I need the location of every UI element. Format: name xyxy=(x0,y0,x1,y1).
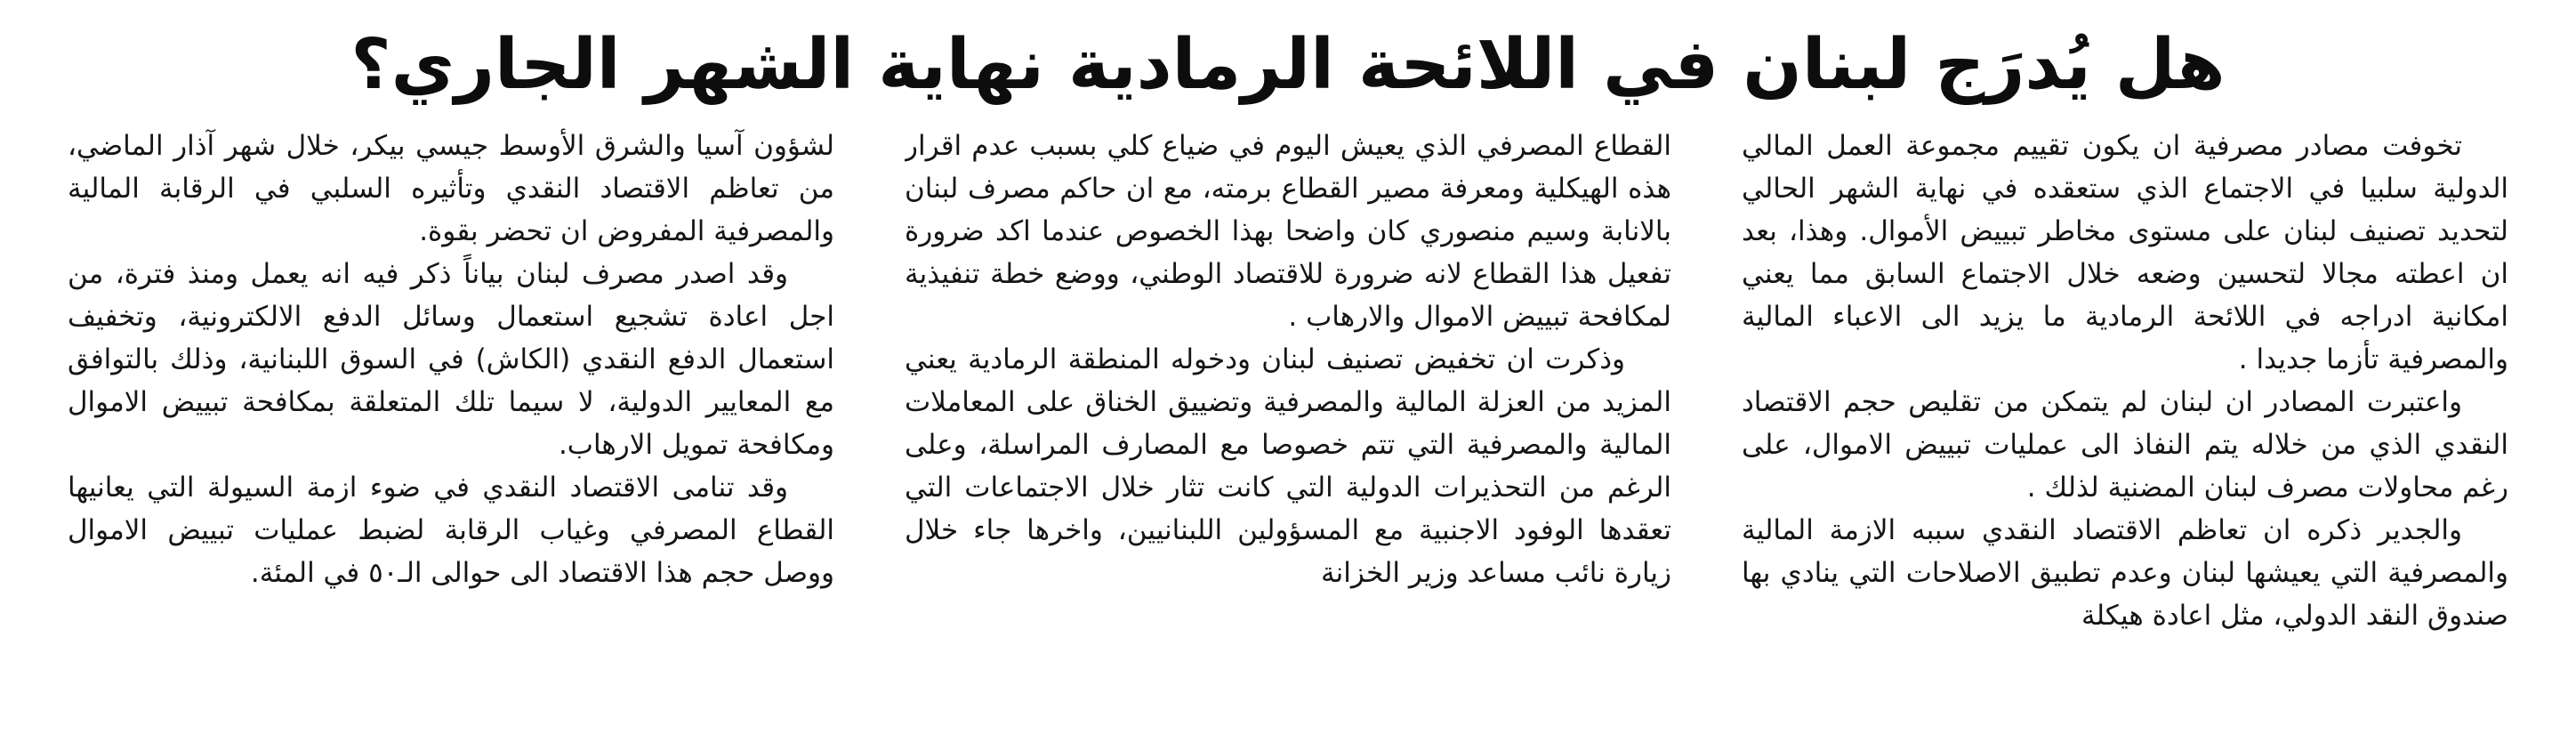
article-paragraph: القطاع المصرفي الذي يعيش اليوم في ضياع كلي بسبب عدم اقرار هذه الهيكلية ومعرفة مصير القطاع برمته، مع ان حاكم مصرف لبنان بالانابة وسيم منصوري كان واضحا بهذا الخصوص عندما اكد ضرورة تفعيل هذا القطاع لانه ضرورة للاقتصاد الوطني، ووضع خطة تنفيذية لمكافحة تبييض الاموال والارهاب . xyxy=(905,130,1671,333)
article-paragraph: والجدير ذكره ان تعاظم الاقتصاد النقدي سببه الازمة المالية والمصرفية التي يعيشها لبنان وعدم تطبيق الاصلاحات التي ينادي بها صندوق النقد الدولي، مثل اعادة هيكلة xyxy=(1742,514,2508,632)
article-column-2 xyxy=(905,125,1671,712)
article-paragraph: واعتبرت المصادر ان لبنان لم يتمكن من تقليص حجم الاقتصاد النقدي الذي من خلاله يتم النفاذ الى عمليات تبييض الاموال، على رغم محاولات مصرف لبنان المضنية لذلك . xyxy=(1742,386,2508,504)
article-body xyxy=(68,125,2508,712)
article-column-3 xyxy=(68,125,834,712)
article-paragraph: لشؤون آسيا والشرق الأوسط جيسي بيكر، خلال شهر آذار الماضي، من تعاظم الاقتصاد النقدي وتأثيره السلبي في الرقابة المالية والمصرفية المفروض ان تحضر بقوة. xyxy=(68,130,834,247)
article-headline: هل يُدرَج لبنان في اللائحة الرمادية نهاية الشهر الجاري؟ xyxy=(350,25,2226,105)
article-paragraph: وقد تنامى الاقتصاد النقدي في ضوء ازمة السيولة التي يعانيها القطاع المصرفي وغياب الرقابة لضبط عمليات تبييض الاموال ووصل حجم هذا الاقتصاد الى حوالى الـ٥٠ في المئة. xyxy=(68,472,834,589)
article-paragraph: وذكرت ان تخفيض تصنيف لبنان ودخوله المنطقة الرمادية يعني المزيد من العزلة المالية والمصرفية وتضييق الخناق على المعاملات المالية والمصرفية التي تتم خصوصا مع المصارف المراسلة، وعلى الرغم من التحذيرات الدولية التي كانت تثار خلال الاجتماعات التي تعقدها الوفود الاجنبية مع المسؤولين اللبنانيين، واخرها جاء خلال زيارة نائب مساعد وزير الخزانة xyxy=(905,343,1671,589)
article-paragraph: وقد اصدر مصرف لبنان بياناً ذكر فيه انه يعمل ومنذ فترة، من اجل اعادة تشجيع استعمال وسائل الدفع الالكترونية، وتخفيف استعمال الدفع النقدي (الكاش) في السوق اللبنانية، وذلك بالتوافق مع المعايير الدولية، لا سيما تلك المتعلقة بمكافحة تبييض الاموال ومكافحة تمويل الارهاب. xyxy=(68,258,834,461)
article-paragraph: تخوفت مصادر مصرفية ان يكون تقييم مجموعة العمل المالي الدولية سلبيا في الاجتماع الذي ستعقده في نهاية الشهر الحالي لتحديد تصنيف لبنان على مستوى مخاطر تبييض الأموال. وهذا، بعد ان اعطته مجالا لتحسين وضعه خلال الاجتماع السابق مما يعني امكانية ادراجه في اللائحة الرمادية ما يزيد الى الاعباء المالية والمصرفية تأزما جديدا . xyxy=(1742,130,2508,375)
article-column-1 xyxy=(1742,125,2508,712)
